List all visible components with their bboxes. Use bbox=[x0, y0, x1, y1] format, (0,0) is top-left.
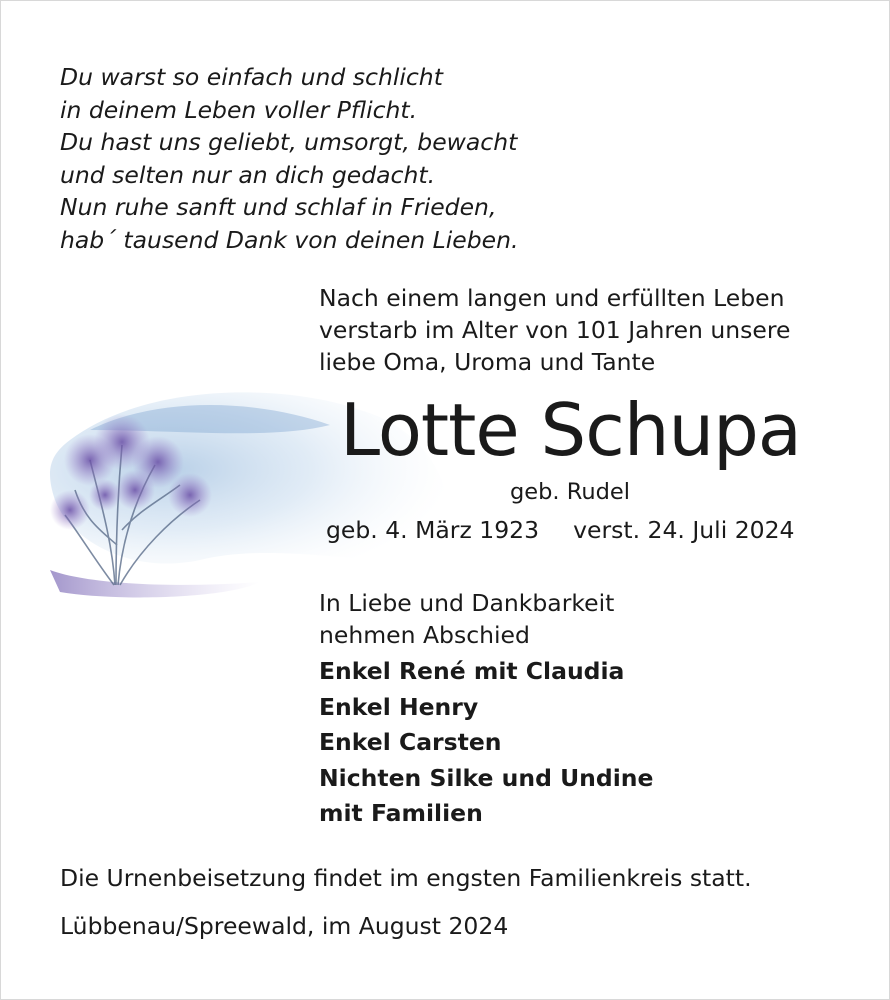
mourner: Enkel Henry bbox=[319, 692, 479, 721]
life-dates bbox=[326, 513, 795, 547]
farewell-line: nehmen Abschied bbox=[319, 621, 530, 649]
birth-name: geb. Rudel bbox=[510, 479, 630, 505]
mourner: Nichten Silke und Undine bbox=[319, 763, 654, 792]
burial-note: Die Urnenbeisetzung findet im engsten Familienkreis statt. bbox=[60, 864, 752, 892]
birth-date: geb. 4. März 1923 bbox=[326, 516, 540, 544]
intro-line: liebe Oma, Uroma und Tante bbox=[319, 348, 656, 376]
mourner: mit Familien bbox=[319, 799, 483, 827]
intro-line: Nach einem langen und erfüllten Leben bbox=[319, 284, 785, 312]
poem-line: und selten nur an dich gedacht. bbox=[60, 160, 436, 189]
deceased-name: Lotte Schupa bbox=[340, 388, 801, 472]
poem bbox=[60, 61, 518, 256]
farewell-line: In Liebe und Dankbarkeit bbox=[319, 589, 615, 617]
poem-line: hab´ tausend Dank von deinen Lieben. bbox=[60, 225, 519, 254]
farewell-text bbox=[319, 587, 614, 651]
poem-line: Du warst so einfach und schlicht bbox=[60, 63, 443, 91]
poem-line: Nun ruhe sanft und schlaf in Frieden, bbox=[60, 193, 497, 221]
intro-line: verstarb im Alter von 101 Jahren unsere bbox=[319, 316, 791, 344]
poem-line: Du hast uns geliebt, umsorgt, bewacht bbox=[60, 128, 518, 156]
poem-line: in deinem Leben voller Pflicht. bbox=[60, 95, 418, 124]
mourners-list bbox=[319, 654, 653, 832]
mourner: Enkel Carsten bbox=[319, 728, 502, 756]
intro-text bbox=[319, 282, 791, 378]
mourner: Enkel René mit Claudia bbox=[319, 657, 625, 685]
place-date: Lübbenau/Spreewald, im August 2024 bbox=[60, 912, 509, 940]
death-date: verst. 24. Juli 2024 bbox=[573, 516, 795, 544]
